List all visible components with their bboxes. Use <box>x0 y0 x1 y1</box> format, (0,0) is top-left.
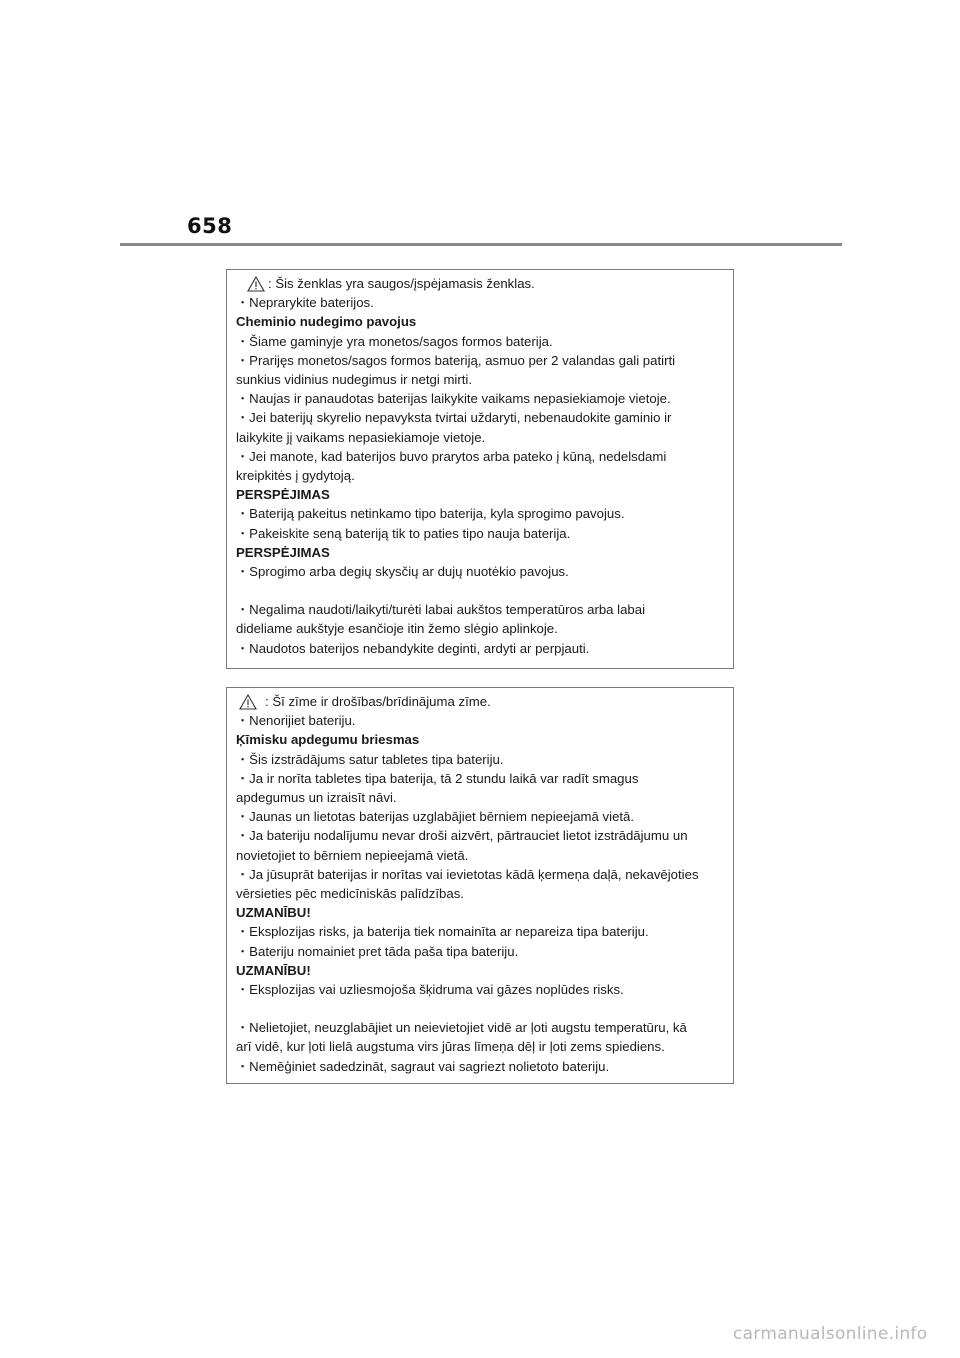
text-line: ・Bateriju nomainiet pret tāda paša tipa bateriju. <box>236 943 519 959</box>
text-line: ・Jaunas un lietotas baterijas uzglabājiet bērniem nepieejamā vietā. <box>236 809 635 825</box>
section-heading: Ķīmisku apdegumu briesmas <box>236 732 420 748</box>
text-line: arī vidē, kur ļoti lielā augstuma virs jūras līmeņa dēļ ir ļoti zems spiediens. <box>236 1039 665 1055</box>
warning-symbol-text: : Šis ženklas yra saugos/įspėjamasis ženklas. <box>268 276 535 291</box>
text-line: sunkius vidinius nudegimus ir netgi mirti. <box>236 372 473 388</box>
text-line: ・Neprarykite baterijos. <box>236 295 374 311</box>
text-line: ・Ja ir norīta tabletes tipa baterija, tā 2 stundu laikā var radīt smagus <box>236 770 639 786</box>
text-line: ・Pakeiskite seną bateriją tik to paties tipo nauja baterija. <box>236 525 571 541</box>
paragraph-gap <box>236 999 723 1018</box>
text-line: novietojiet to bērniem nepieejamā vietā. <box>236 847 469 863</box>
text-line: ・Jei manote, kad baterijos buvo prarytos arba pateko į kūną, nedelsdami <box>236 448 667 464</box>
text-line: ・Ja jūsuprāt baterijas ir norītas vai ievietotas kādā ķermeņa daļā, nekavējoties <box>236 866 699 882</box>
text-line: ・Nemēģiniet sadedzināt, sagraut vai sagriezt nolietoto bateriju. <box>236 1058 610 1074</box>
warning-symbol-line <box>236 692 723 711</box>
text-line: ・Naudotos baterijos nebandykite deginti, ardyti ar perpjauti. <box>236 640 590 656</box>
text-line: kreipkitės į gydytoją. <box>236 468 355 484</box>
section-heading: UZMANĪBU! <box>236 962 311 978</box>
text-line: dideliame aukštyje esančioje itin žemo slėgio aplinkoje. <box>236 621 558 637</box>
text-line: ・Šis izstrādājums satur tabletes tipa bateriju. <box>236 751 504 767</box>
text-line: ・Ja bateriju nodalījumu nevar droši aizvērt, pārtrauciet lietot izstrādājumu un <box>236 828 688 844</box>
watermark-text: carmanualsonline.info <box>733 1324 928 1344</box>
text-line: ・Bateriją pakeitus netinkamo tipo baterija, kyla sprogimo pavojus. <box>236 506 625 522</box>
text-line: ・Šiame gaminyje yra monetos/sagos formos baterija. <box>236 333 553 349</box>
text-line: ・Nelietojiet, neuzglabājiet un neievietojiet vidē ar ļoti augstu temperatūru, kā <box>236 1020 687 1036</box>
text-line: ・Negalima naudoti/laikyti/turėti labai aukštos temperatūros arba labai <box>236 602 646 618</box>
text-line: apdegumus un izraisīt nāvi. <box>236 790 397 806</box>
header-rule <box>120 243 842 246</box>
warning-box-lines <box>236 711 723 1076</box>
text-line: laikykite jį vaikams nepasiekiamoje vietoje. <box>236 429 486 445</box>
paragraph-gap <box>236 581 723 600</box>
section-heading: PERSPĖJIMAS <box>236 544 330 560</box>
page-number: 658 <box>187 214 233 238</box>
section-heading: UZMANĪBU! <box>236 905 311 921</box>
warning-box-lines <box>236 293 723 658</box>
text-line: ・Sprogimo arba degių skysčių ar dujų nuotėkio pavojus. <box>236 564 569 580</box>
warning-triangle-icon <box>239 694 257 710</box>
warning-triangle-icon <box>247 276 265 292</box>
warning-symbol-text: : Šī zīme ir drošības/brīdinājuma zīme. <box>265 694 491 709</box>
text-line: ・Naujas ir panaudotas baterijas laikykite vaikams nepasiekiamoje vietoje. <box>236 391 671 407</box>
text-line: ・Eksplozijas vai uzliesmojoša šķidruma vai gāzes noplūdes risks. <box>236 982 624 998</box>
warning-box-latvian <box>226 687 734 1084</box>
text-line: ・Jei baterijų skyrelio nepavyksta tvirtai uždaryti, nebenaudokite gaminio ir <box>236 410 672 426</box>
text-line: ・Eksplozijas risks, ja baterija tiek nomainīta ar nepareiza tipa bateriju. <box>236 924 649 940</box>
warning-symbol-line <box>236 274 723 293</box>
warning-box-lithuanian <box>226 269 734 669</box>
text-line: ・Prarijęs monetos/sagos formos bateriją, asmuo per 2 valandas gali patirti <box>236 352 676 368</box>
section-heading: PERSPĖJIMAS <box>236 487 330 503</box>
text-line: vērsieties pēc medicīniskās palīdzības. <box>236 886 464 902</box>
section-heading: Cheminio nudegimo pavojus <box>236 314 417 330</box>
text-line: ・Nenorijiet bateriju. <box>236 713 356 729</box>
